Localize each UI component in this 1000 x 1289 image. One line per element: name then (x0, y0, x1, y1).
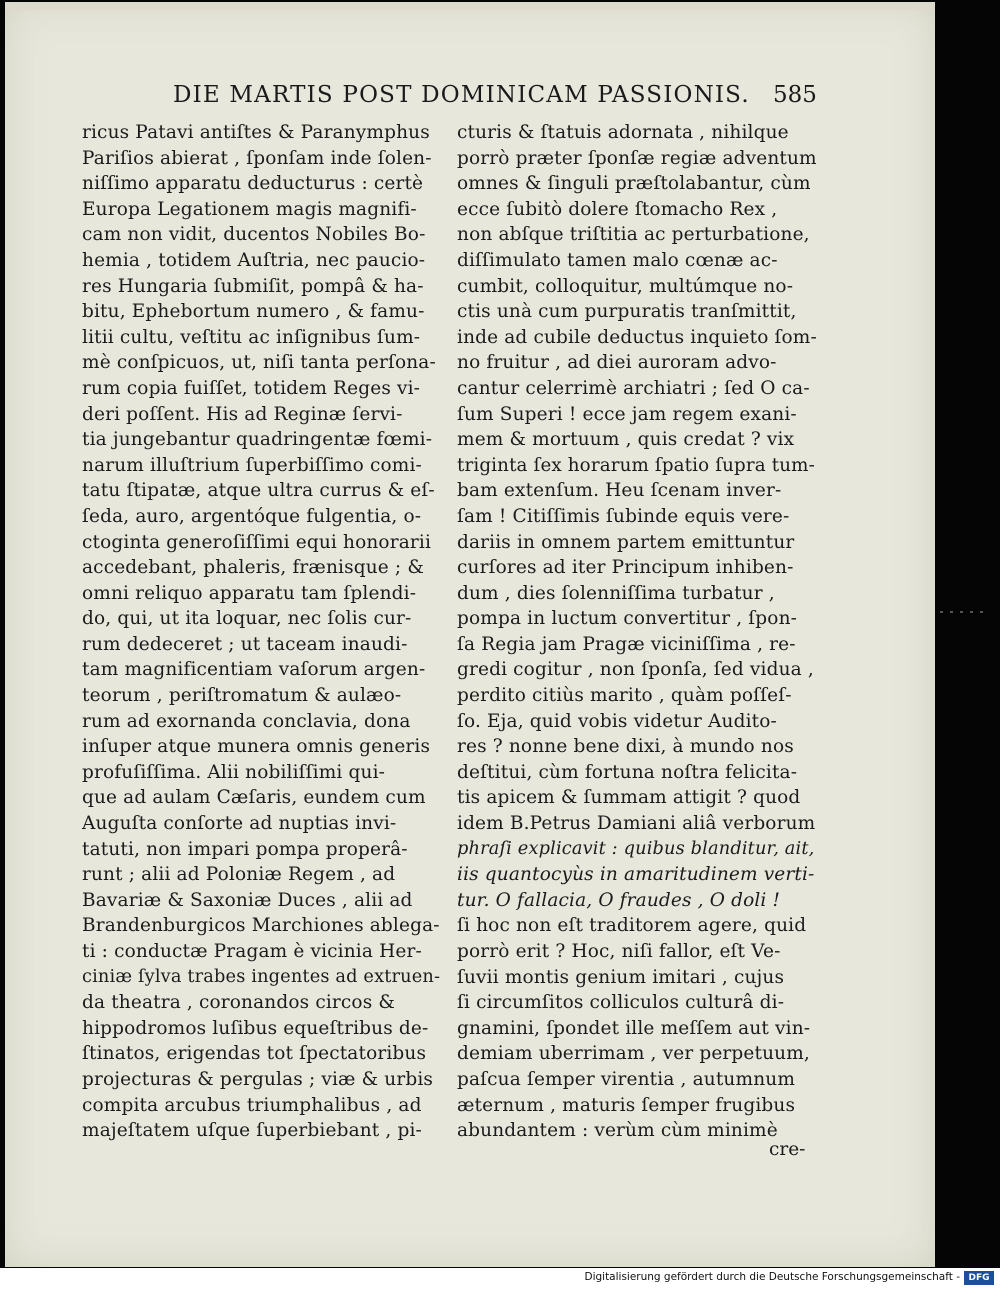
text-line: æternum , maturis ſemper frugibus (457, 1094, 796, 1116)
text-line: profuſiſſima. Alii nobiliſſimi qui- (82, 761, 386, 783)
scanned-page (5, 2, 935, 1267)
text-line: porrò præter ſponſæ regiæ adventum (457, 147, 817, 169)
text-line: hippodromos luſibus equeſtribus de- (82, 1017, 429, 1039)
footer-credit: Digitalisierung gefördert durch die Deutsche Forschungsgemeinschaft - (584, 1271, 960, 1283)
text-line: tia jungebantur quadringentæ fœmi- (82, 429, 433, 451)
text-column-right (457, 120, 818, 1144)
text-line: gnamini, ſpondet ille meſſem aut vin- (457, 1017, 811, 1039)
text-line: res ? nonne bene dixi, à mundo nos (457, 736, 794, 758)
text-line: cam non vidit, ducentos Nobiles Bo- (82, 224, 426, 246)
text-line: Auguſta conſorte ad nuptias invi- (82, 813, 397, 835)
text-line: omni reliquo apparatu tam ſplendi- (82, 582, 417, 604)
text-line: mem & mortuum , quis credat ? vix (457, 429, 795, 451)
text-line: ſi circumſitos colliculos culturâ di- (457, 992, 785, 1014)
text-line: ſum Superi ! ecce jam regem exani- (457, 403, 797, 425)
text-line: teorum , periſtromatum & aulæo- (82, 685, 402, 707)
text-line: ricus Patavi antiſtes & Paranymphus (82, 122, 430, 143)
text-line: do, qui, ut ita loquar, nec ſolis cur- (82, 608, 412, 630)
dfg-logo-icon: DFG (964, 1271, 994, 1285)
text-line: demiam uberrimam , ver perpetuum, (457, 1043, 810, 1065)
text-line: tam magnificentiam vaſorum argen- (82, 659, 426, 681)
text-line: abundantem : verùm cùm minimè (457, 1120, 778, 1142)
text-line: dariis in omnem partem emittuntur (457, 531, 795, 553)
text-line: tatu ſtipatæ, atque ultra currus & eſ- (82, 480, 435, 502)
text-line: tatuti, non impari pompa properâ- (82, 838, 408, 860)
text-line: no fruitur , ad diei auroram advo- (457, 352, 777, 374)
text-line: res Hungaria ſubmiſit, pompâ & ha- (82, 275, 424, 297)
text-line: idem B.Petrus Damiani aliâ verborum (457, 813, 816, 835)
text-line: da theatra , coronandos circos & (82, 992, 395, 1014)
text-line: bam extenſum. Heu ſcenam inver- (457, 480, 782, 502)
text-line: rum dedeceret ; ut taceam inaudi- (82, 633, 408, 655)
text-line: iis quantocyùs in amaritudinem verti- (457, 864, 815, 886)
page-top-edge (5, 2, 935, 10)
text-line: rum copia fuiſſet, totidem Reges vi- (82, 377, 421, 399)
text-line: mè conſpicuos, ut, niſi tanta perſona- (82, 352, 436, 374)
text-line: bitu, Ephebortum numero , & famu- (82, 301, 425, 323)
text-line: runt ; alii ad Poloniæ Regem , ad (82, 864, 396, 886)
text-line: que ad aulam Cæſaris, eundem cum (82, 787, 426, 809)
text-line: Europa Legationem magis magnifi- (82, 198, 417, 220)
text-line: dum , dies ſolenniſſima turbatur , (457, 582, 775, 604)
text-line: cumbit, colloquitur, multúmque no- (457, 275, 794, 297)
text-line: compita arcubus triumphalibus , ad (82, 1094, 422, 1116)
text-line: ciniæ ſylva trabes ingentes ad extruen- (82, 966, 441, 987)
text-column-left (82, 120, 444, 1144)
text-line: inſuper atque munera omnis generis (82, 736, 431, 758)
text-line: paſcua ſemper virentia , autumnum (457, 1068, 796, 1090)
text-line: narum illuſtrium ſuperbiſſimo comi- (82, 454, 422, 476)
text-line: niſſimo apparatu deducturus : certè (82, 173, 424, 195)
text-line: porrò erit ? Hoc, niſi fallor, eſt Ve- (457, 941, 781, 962)
text-line: ctis unà cum purpuratis tranſmittit, (457, 301, 797, 323)
text-line: cantur celerrimè archiatri ; ſed O ca- (457, 377, 810, 399)
text-line: ſeda, auro, argentóque fulgentia, o- (82, 505, 422, 527)
text-line: pompa in luctum convertitur , ſpon- (457, 608, 798, 630)
text-line: tis apicem & ſummam attigit ? quod (457, 787, 801, 809)
text-line: majeſtatem uſque ſuperbiebant , pi- (82, 1120, 422, 1142)
text-line: hemia , totidem Auſtria, nec paucio- (82, 249, 426, 271)
text-line: ſo. Eja, quid vobis videtur Audito- (457, 710, 777, 732)
text-line: cturis & ſtatuis adornata , nihilque (457, 122, 789, 143)
text-line: accedebant, phaleris, frænisque ; & (82, 557, 424, 579)
text-line: Bavariæ & Saxoniæ Duces , alii ad (82, 889, 413, 911)
text-line: perdito citiùs marito , quàm poſſeſ- (457, 685, 792, 707)
text-line: non abſque triſtitia ac perturbatione, (457, 224, 810, 246)
text-line: inde ad cubile deductus inquieto ſom- (457, 326, 817, 348)
text-line: gredi cogitur , non ſponſa, ſed vidua , (457, 659, 814, 681)
text-line: deſtitui, cùm fortuna noſtra felicita- (457, 761, 798, 783)
text-line: phraſi explicavit : quibus blanditur, ait, (457, 838, 815, 859)
scan-edge-marks (940, 598, 1000, 604)
text-line: Brandenburgicos Marchiones ablega- (82, 915, 440, 937)
text-line: Pariſios abierat , ſponſam inde ſolen- (82, 147, 432, 169)
text-line: ſuvii montis genium imitari , cujus (457, 966, 785, 988)
text-line: ſam ! Citiſſimis ſubinde equis vere- (457, 505, 790, 527)
page-number: 585 (773, 82, 817, 108)
text-line: ſa Regia jam Pragæ viciniſſima , re- (457, 633, 796, 655)
text-line: deri poſſent. His ad Reginæ ſervi- (82, 403, 403, 425)
page-title: DIE MARTIS POST DOMINICAM PASSIONIS. (173, 82, 750, 108)
text-line: ctoginta generoſiſſimi equi honorarii (82, 531, 432, 553)
text-line: ti : conductæ Pragam è vicinia Her- (82, 941, 422, 962)
text-line: projecturas & pergulas ; viæ & urbis (82, 1068, 434, 1090)
text-line: curſores ad iter Principum inhiben- (457, 557, 794, 579)
text-line: litii cultu, veſtitu ac inſignibus ſum- (82, 326, 421, 348)
text-line: triginta ſex horarum ſpatio ſupra tum- (457, 454, 815, 476)
footer-bar (0, 1268, 1000, 1289)
text-line: rum ad exornanda conclavia, dona (82, 710, 411, 732)
text-line: omnes & ſinguli præſtolabantur, cùm (457, 173, 811, 195)
text-line: ſtinatos, erigendas tot ſpectatoribus (82, 1043, 427, 1065)
text-line: ecce ſubitò dolere ſtomacho Rex , (457, 198, 778, 220)
text-line: ſi hoc non eſt traditorem agere, quid (457, 915, 807, 937)
catchword: cre- (769, 1139, 806, 1160)
text-line: diſſimulato tamen malo cœnæ ac- (457, 249, 778, 271)
text-line: tur. O fallacia, O fraudes , O doli ! (457, 889, 781, 911)
